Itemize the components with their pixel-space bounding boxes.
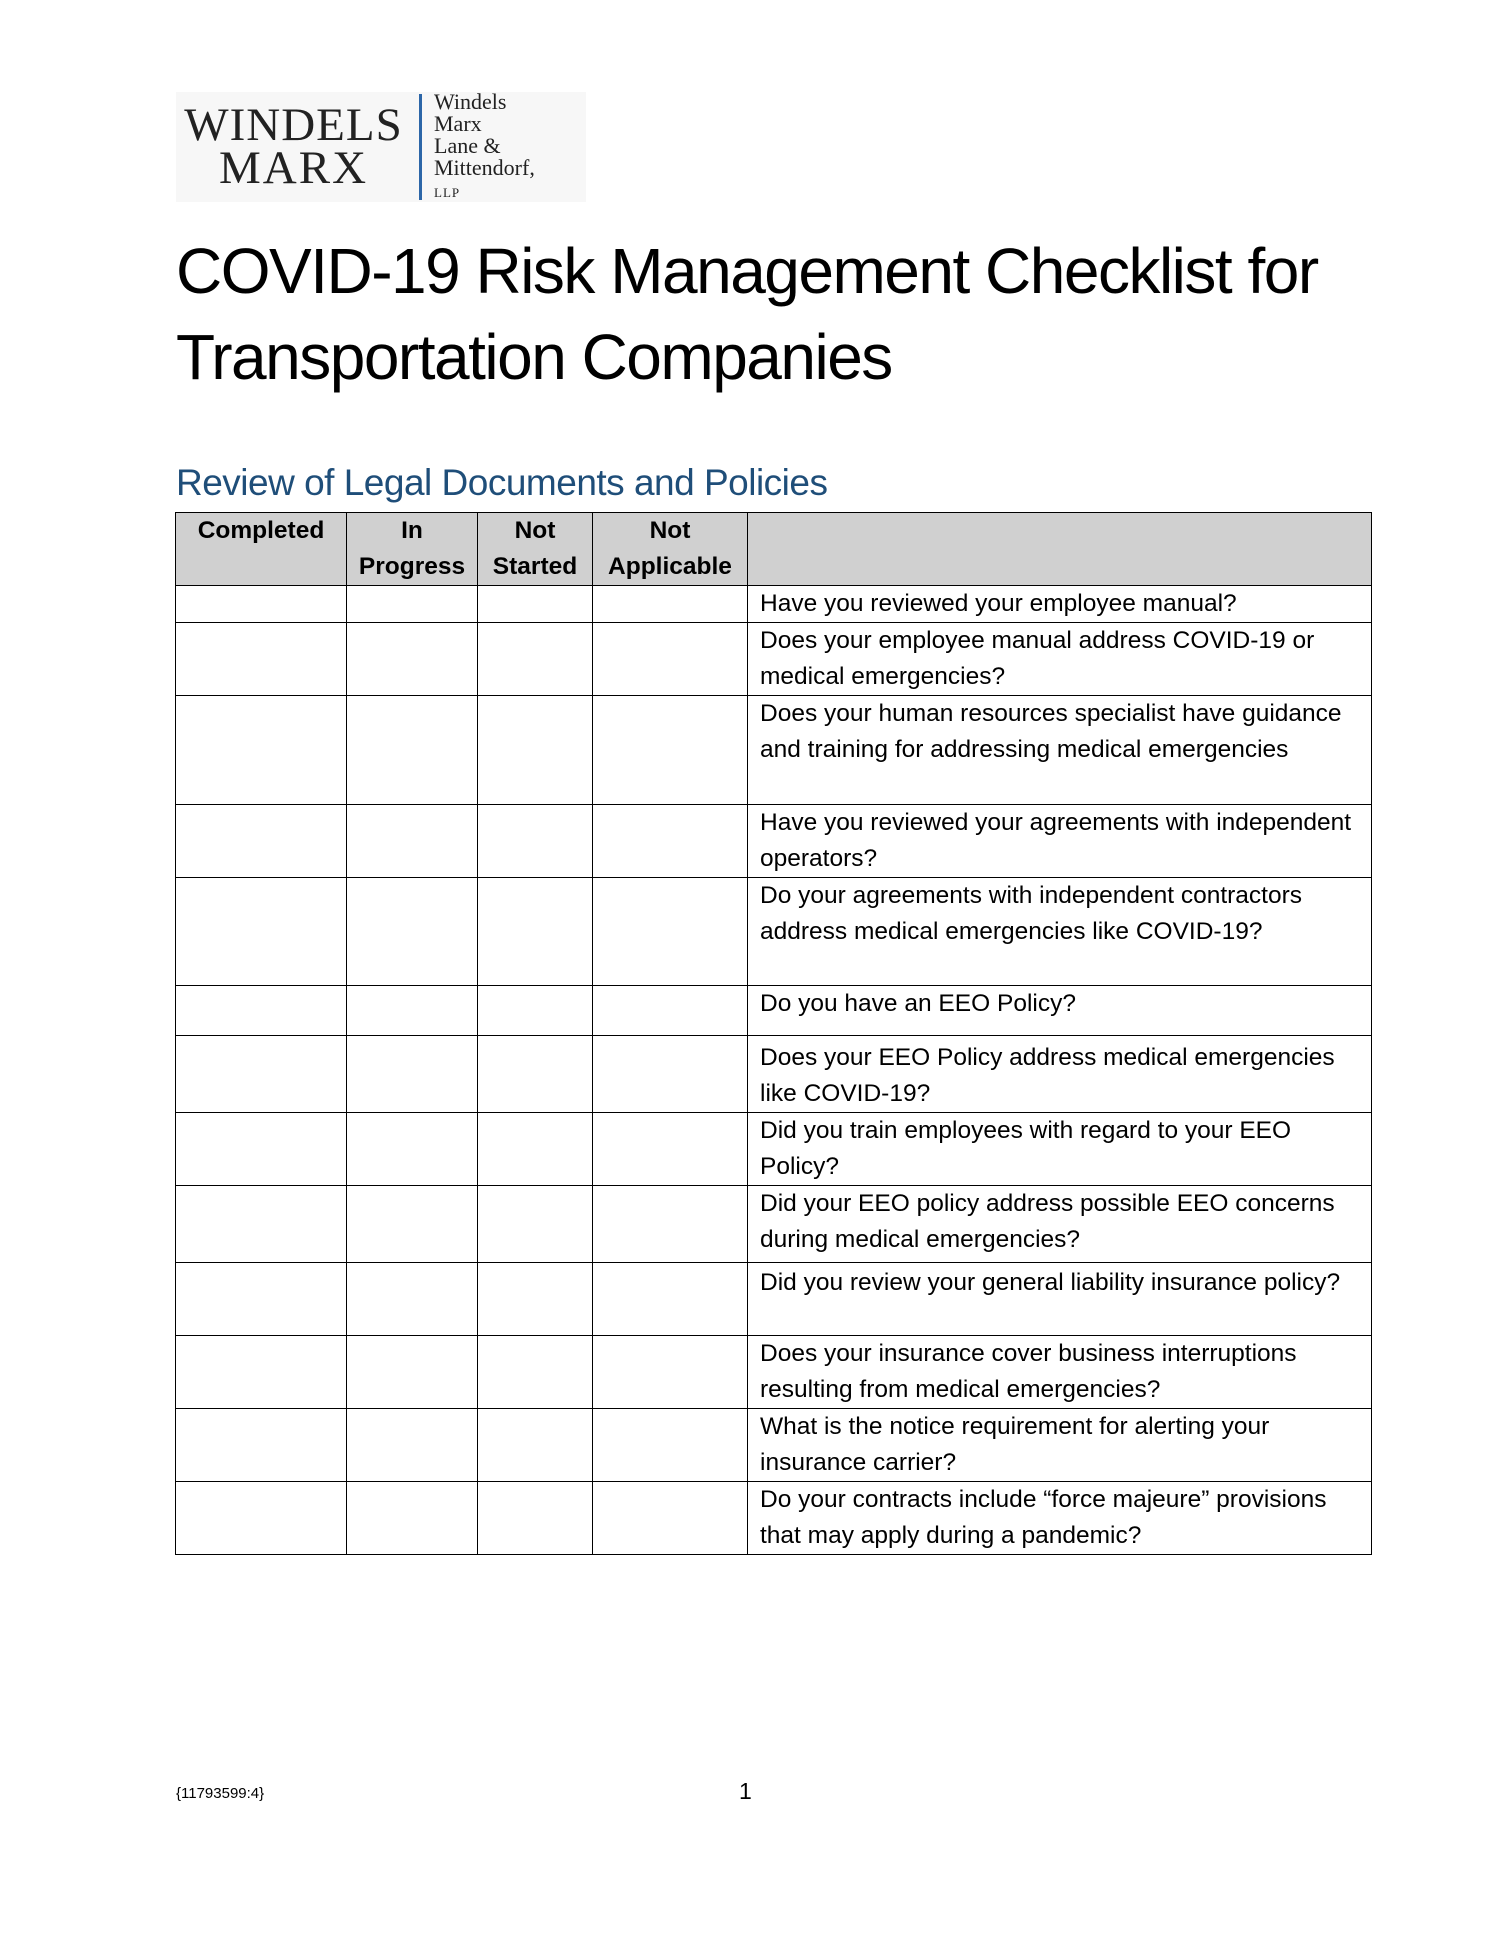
cell-completed[interactable]: [176, 1113, 347, 1186]
table-row: [176, 1186, 1372, 1263]
cell-completed[interactable]: [176, 1263, 347, 1336]
logo-llp: LLP: [434, 184, 461, 200]
table-row: [176, 805, 1372, 878]
question-text: Does your insurance cover business interruptions resulting from medical emergencies?: [748, 1336, 1372, 1409]
cell-in-progress[interactable]: [347, 1263, 478, 1336]
cell-not-started[interactable]: [478, 1482, 593, 1555]
table-row: [176, 1409, 1372, 1482]
table-row: [176, 1482, 1372, 1555]
cell-completed[interactable]: [176, 1409, 347, 1482]
cell-not-started[interactable]: [478, 586, 593, 623]
cell-not-started[interactable]: [478, 878, 593, 986]
cell-completed[interactable]: [176, 1336, 347, 1409]
firm-logo: [176, 88, 586, 202]
cell-in-progress[interactable]: [347, 1036, 478, 1113]
cell-completed[interactable]: [176, 878, 347, 986]
cell-not-applicable[interactable]: [593, 1409, 748, 1482]
page-number: 1: [739, 1778, 752, 1804]
cell-not-applicable[interactable]: [593, 623, 748, 696]
question-text: Have you reviewed your agreements with independent operators?: [748, 805, 1372, 878]
logo-firm-name: [434, 88, 535, 204]
question-text: Does your human resources specialist have guidance and training for addressing medical emergencies: [748, 696, 1372, 805]
cell-in-progress[interactable]: [347, 878, 478, 986]
table-row: [176, 1036, 1372, 1113]
question-text: Did you review your general liability insurance policy?: [748, 1263, 1372, 1336]
logo-wordmark: [176, 99, 411, 194]
question-text: Have you reviewed your employee manual?: [748, 586, 1372, 623]
cell-not-applicable[interactable]: [593, 1036, 748, 1113]
cell-not-applicable[interactable]: [593, 586, 748, 623]
cell-not-applicable[interactable]: [593, 1336, 748, 1409]
question-text: Did your EEO policy address possible EEO concerns during medical emergencies?: [748, 1186, 1372, 1263]
cell-not-applicable[interactable]: [593, 1263, 748, 1336]
logo-name-4-text: Mittendorf,: [434, 154, 535, 180]
question-text: Does your employee manual address COVID-19 or medical emergencies?: [748, 623, 1372, 696]
header-not-applicable-line-2: Applicable: [608, 553, 732, 580]
cell-in-progress[interactable]: [347, 986, 478, 1036]
logo-line-2: MARX: [218, 142, 369, 194]
title-line-2: Transportation Companies: [176, 321, 892, 393]
document-id: {11793599:4}: [176, 1785, 265, 1802]
cell-not-applicable[interactable]: [593, 696, 748, 805]
header-not-started: [478, 513, 593, 586]
page-title: [176, 228, 1326, 400]
cell-not-started[interactable]: [478, 696, 593, 805]
table-row: [176, 586, 1372, 623]
cell-completed[interactable]: [176, 586, 347, 623]
cell-not-started[interactable]: [478, 1186, 593, 1263]
cell-not-started[interactable]: [478, 986, 593, 1036]
cell-in-progress[interactable]: [347, 805, 478, 878]
question-text: Do your agreements with independent contractors address medical emergencies like COVID-19?: [748, 878, 1372, 986]
cell-not-started[interactable]: [478, 805, 593, 878]
header-in-progress: [347, 513, 478, 586]
cell-in-progress[interactable]: [347, 1409, 478, 1482]
table-header-row: [176, 513, 1372, 586]
cell-not-applicable[interactable]: [593, 986, 748, 1036]
cell-not-applicable[interactable]: [593, 878, 748, 986]
checklist-table: [175, 512, 1372, 1555]
table-row: [176, 1263, 1372, 1336]
logo-divider: [419, 94, 422, 200]
header-not-started-line-2: Started: [492, 553, 578, 580]
cell-not-started[interactable]: [478, 1036, 593, 1113]
header-in-progress-line-1: In: [401, 517, 423, 544]
header-completed-label: Completed: [197, 517, 325, 544]
cell-not-started[interactable]: [478, 1113, 593, 1186]
cell-in-progress[interactable]: [347, 696, 478, 805]
cell-in-progress[interactable]: [347, 1336, 478, 1409]
header-not-applicable-line-1: Not: [649, 517, 691, 544]
cell-completed[interactable]: [176, 1186, 347, 1263]
question-text: Does your EEO Policy address medical emergencies like COVID-19?: [748, 1036, 1372, 1113]
cell-not-started[interactable]: [478, 1336, 593, 1409]
logo-name-4: [434, 154, 535, 204]
cell-completed[interactable]: [176, 623, 347, 696]
question-text: Do your contracts include “force majeure” provisions that may apply during a pandemic?: [748, 1482, 1372, 1555]
table-row: [176, 1336, 1372, 1409]
cell-not-applicable[interactable]: [593, 805, 748, 878]
logo-line-1: WINDELS: [184, 99, 403, 151]
cell-completed[interactable]: [176, 986, 347, 1036]
cell-not-started[interactable]: [478, 1263, 593, 1336]
header-completed: [176, 513, 347, 586]
header-in-progress-line-2: Progress: [358, 553, 466, 580]
question-text: Do you have an EEO Policy?: [748, 986, 1372, 1036]
logo-name-2: Marx: [434, 110, 482, 136]
cell-not-applicable[interactable]: [593, 1113, 748, 1186]
cell-not-started[interactable]: [478, 623, 593, 696]
section-heading: Review of Legal Documents and Policies: [176, 462, 828, 503]
question-text: Did you train employees with regard to your EEO Policy?: [748, 1113, 1372, 1186]
table-row: [176, 623, 1372, 696]
logo-name-1: Windels: [434, 88, 507, 114]
header-not-started-line-1: Not: [514, 517, 556, 544]
question-text: What is the notice requirement for alerting your insurance carrier?: [748, 1409, 1372, 1482]
cell-not-started[interactable]: [478, 1409, 593, 1482]
cell-in-progress[interactable]: [347, 1113, 478, 1186]
cell-in-progress[interactable]: [347, 623, 478, 696]
cell-completed[interactable]: [176, 1482, 347, 1555]
table-row: [176, 696, 1372, 805]
table-row: [176, 878, 1372, 986]
logo-name-3: Lane &: [434, 132, 501, 158]
table-row: [176, 986, 1372, 1036]
cell-not-applicable[interactable]: [593, 1186, 748, 1263]
title-line-1: COVID-19 Risk Management Checklist for: [176, 235, 1318, 307]
cell-in-progress[interactable]: [347, 586, 478, 623]
cell-not-applicable[interactable]: [593, 1482, 748, 1555]
cell-completed[interactable]: [176, 1036, 347, 1113]
cell-in-progress[interactable]: [347, 1186, 478, 1263]
header-not-applicable: [593, 513, 748, 586]
cell-completed[interactable]: [176, 805, 347, 878]
table-row: [176, 1113, 1372, 1186]
cell-completed[interactable]: [176, 696, 347, 805]
cell-in-progress[interactable]: [347, 1482, 478, 1555]
header-question: [748, 513, 1372, 586]
